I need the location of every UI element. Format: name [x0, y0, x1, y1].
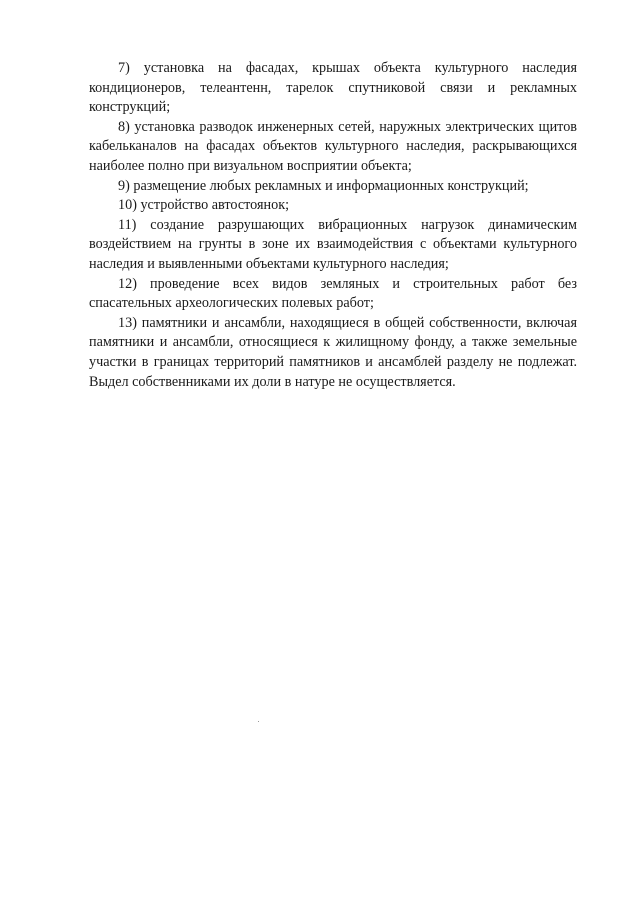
scan-speck [258, 721, 259, 722]
paragraph-item-7: 7) установка на фасадах, крышах объекта культурного наследия кондиционеров, телеантенн, тарелок спутниковой связи и рекламных конструкций; [89, 60, 577, 116]
paragraph-item-10: 10) устройство автостоянок; [118, 197, 290, 214]
paragraph-item-11: 11) создание разрушающих вибрационных нагрузок динамическим воздействием на грунты в зоне их взаимодействия с объектами культурного наследия и выявленными объектами культурного наследия; [89, 216, 577, 272]
paragraph-item-13: 13) памятники и ансамбли, находящиеся в общей собственности, включая памятники и ансамбли, относящиеся к жилищному фонду, а также земельные участки в границах территорий памятников и ансамблей разделу не подлежат. Выдел собственниками их доли в натуре не осуществляется. [89, 314, 577, 390]
document-body [89, 59, 577, 392]
paragraph-item-12: 12) проведение всех видов земляных и строительных работ без спасательных археологических полевых работ; [89, 275, 577, 312]
paragraph-item-8: 8) установка разводок инженерных сетей, наружных электрических щитов кабельканалов на фасадах объектов культурного наследия, раскрывающихся наиболее полно при визуальном восприятии объекта; [89, 118, 577, 174]
paragraph-item-9: 9) размещение любых рекламных и информационных конструкций; [118, 177, 529, 194]
